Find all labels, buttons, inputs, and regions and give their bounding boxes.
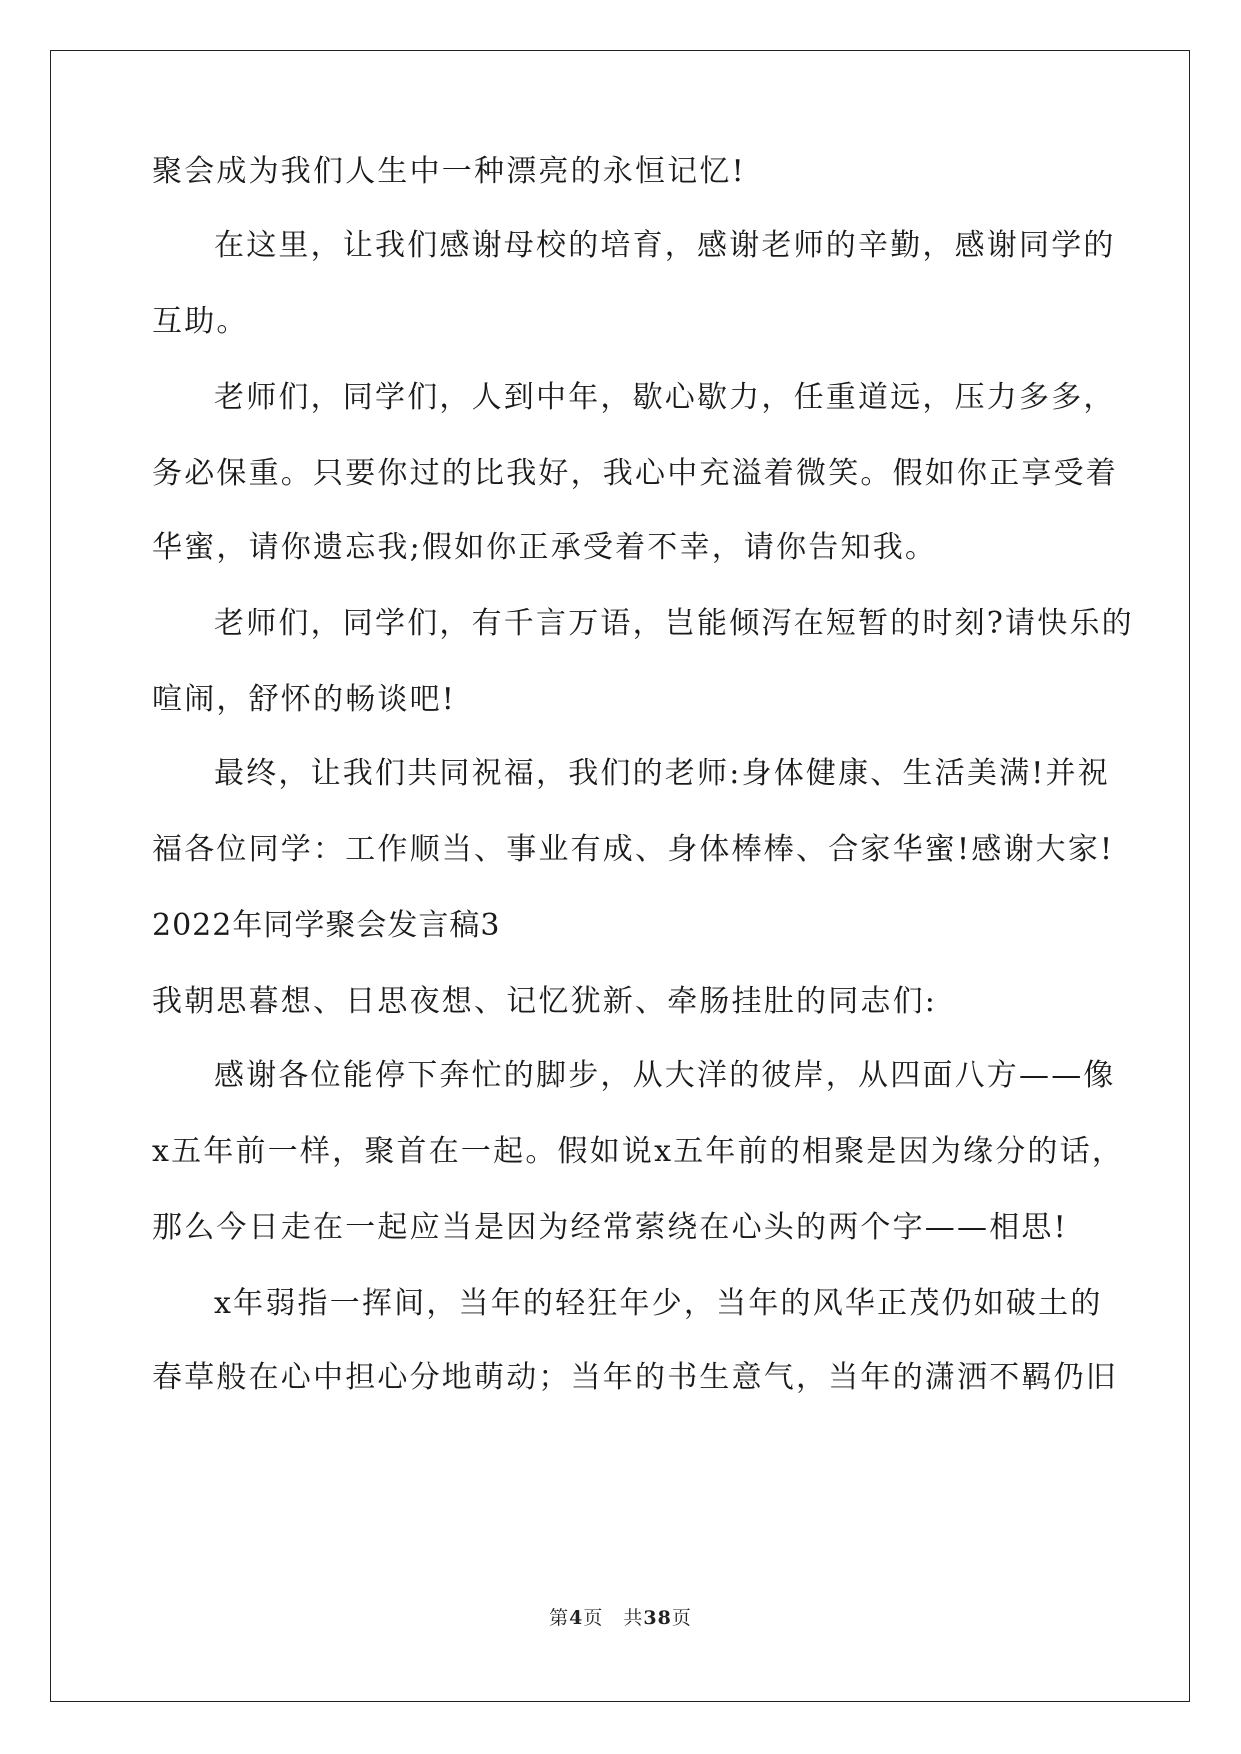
page-prefix: 第 xyxy=(549,1607,570,1629)
text-line: 喧闹，舒怀的畅谈吧! xyxy=(152,682,457,717)
page-footer xyxy=(0,1606,1241,1630)
page-number: 4 xyxy=(569,1607,584,1629)
total-suffix: 页 xyxy=(671,1607,692,1629)
total-pages: 38 xyxy=(643,1607,672,1629)
text-line: x五年前一样，聚首在一起。假如说x五年前的相聚是因为缘分的话， xyxy=(152,1134,1125,1169)
page-border xyxy=(50,50,1190,1702)
text-line: 春草般在心中担心分地萌动；当年的书生意气，当年的潇洒不羁仍旧 xyxy=(152,1360,1118,1395)
text-line: 老师们，同学们，人到中年，歇心歇力，任重道远，压力多多， xyxy=(214,380,1116,415)
text-line: 那么今日走在一起应当是因为经常萦绕在心头的两个字——相思! xyxy=(152,1210,1068,1245)
text-line: 聚会成为我们人生中一种漂亮的永恒记忆! xyxy=(152,154,746,189)
page-suffix: 页 xyxy=(583,1607,604,1629)
text-line: 在这里，让我们感谢母校的培育，感谢老师的辛勤，感谢同学的 xyxy=(214,228,1116,263)
text-line: 华蜜，请你遗忘我;假如你正承受着不幸，请你告知我。 xyxy=(152,530,938,565)
text-line: 我朝思暮想、日思夜想、记忆犹新、牵肠挂肚的同志们: xyxy=(152,984,938,1019)
text-line: 感谢各位能停下奔忙的脚步，从大洋的彼岸，从四面八方——像 xyxy=(214,1058,1116,1093)
text-line: 最终，让我们共同祝福，我们的老师:身体健康、生活美满!并祝 xyxy=(214,756,1110,791)
text-line: 福各位同学：工作顺当、事业有成、身体棒棒、合家华蜜!感谢大家! xyxy=(152,832,1115,867)
section-heading: 2022年同学聚会发言稿3 xyxy=(152,908,501,943)
text-line: 老师们，同学们，有千言万语，岂能倾泻在短暂的时刻?请快乐的 xyxy=(214,606,1134,641)
total-prefix: 共 xyxy=(623,1607,644,1629)
text-line: 互助。 xyxy=(152,304,249,339)
text-line: 务必保重。只要你过的比我好，我心中充溢着微笑。假如你正享受着 xyxy=(152,456,1118,491)
text-line: x年弱指一挥间，当年的轻狂年少，当年的风华正茂仍如破土的 xyxy=(214,1286,1103,1321)
